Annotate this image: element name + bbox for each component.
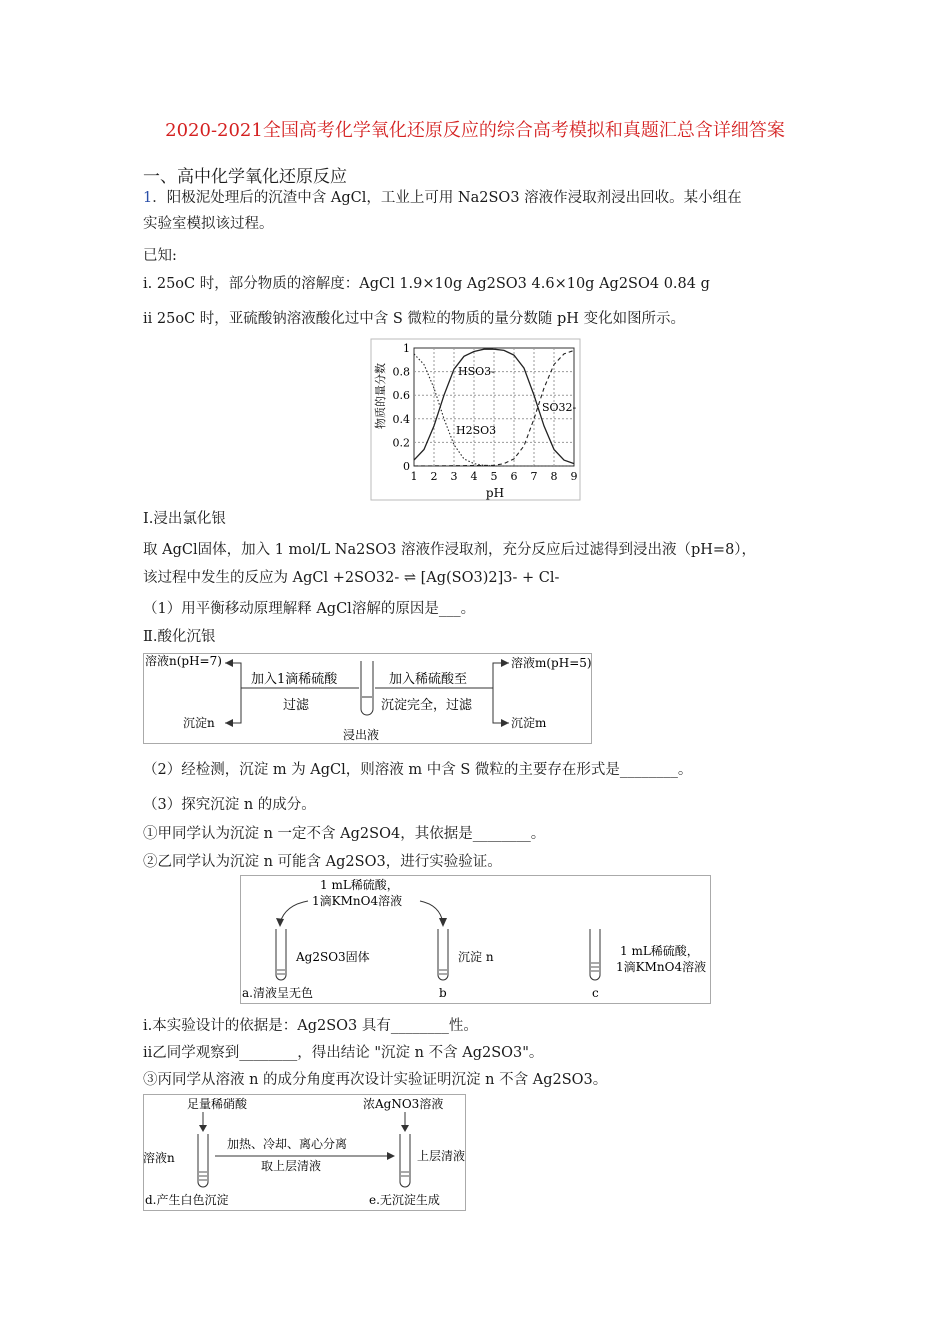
question-2: （2）经检测，沉淀 m 为 AgCl，则溶液 m 中含 S 微粒的主要存在形式是________。 (143, 762, 693, 778)
x-tick-label: 9 (570, 470, 578, 483)
arrowhead-a (276, 918, 284, 927)
tube-d-liquid (199, 1172, 207, 1180)
known-label: 已知: (143, 248, 177, 264)
part2-title: Ⅱ.酸化沉银 (143, 629, 216, 645)
tube-d (198, 1134, 208, 1187)
label-h2so3: H2SO3 (456, 424, 497, 437)
tube-c-label-2: 1滴KMnO4溶液 (616, 960, 707, 974)
document-title: 2020-2021全国高考化学氧化还原反应的综合高考模拟和真题汇总含详细答案 (165, 120, 785, 141)
arrow-to-b (420, 901, 443, 923)
tube-a (276, 929, 286, 980)
step1-top: 加入1滴稀硫酸 (251, 672, 338, 687)
tube-c (590, 929, 600, 980)
step1-bottom: 过滤 (283, 698, 310, 713)
known-i: i. 25oC 时，部分物质的溶解度：AgCl 1.9×10g Ag2SO3 4.6×10g Ag2SO4 0.84 g (143, 276, 710, 292)
part1-text: 取 AgCl固体，加入 1 mol/L Na2SO3 溶液作浸取剂，充分反应后过滤得到浸出液（pH=8）， (143, 542, 757, 558)
tube-c-label-1: 1 mL稀硫酸， (620, 944, 699, 958)
tube-d-caption: d.产生白色沉淀 (145, 1193, 229, 1207)
solution-n-label: 溶液n(pH=7) (145, 654, 222, 668)
part1-equation: 该过程中发生的反应为 AgCl +2SO32- ⇌ [Ag(SO3)2]3- + Cl- (143, 570, 560, 586)
flow1-arrow-down-left (225, 688, 241, 723)
flow1-arrowheads-right (501, 659, 509, 727)
question-3-2: ②乙同学认为沉淀 n 可能含 Ag2SO3，进行实验验证。 (143, 854, 502, 870)
reagent-e: 浓AgNO3溶液 (363, 1097, 444, 1111)
tube-b (438, 929, 448, 980)
label-so32: SO32- (542, 401, 577, 414)
part1-title: Ⅰ.浸出氯化银 (143, 511, 226, 527)
known-ii: ii 25oC 时，亚硫酸钠溶液酸化过中含 S 微粒的物质的量分数随 pH 变化如图所示。 (143, 311, 686, 327)
question-1: （1）用平衡移动原理解释 AgCl溶解的原因是___。 (143, 601, 476, 617)
reagent-line-2: 1滴KMnO4溶液 (312, 894, 403, 908)
x-tick-label: 4 (470, 470, 478, 483)
x-tick-label: 5 (490, 470, 498, 483)
chart-svg (370, 338, 582, 502)
y-tick-label: 0.4 (392, 412, 410, 426)
x-tick-label: 8 (550, 470, 558, 483)
speciation-chart (370, 338, 582, 502)
arrowhead-d (199, 1125, 207, 1132)
label-hso3: HSO3- (458, 365, 495, 378)
tube-a-label: Ag2SO3固体 (296, 950, 370, 964)
intro-line-1: 1．阳极泥处理后的沉渣中含 AgCl，工业上可用 Na2SO3 溶液作浸取剂浸出回收。某小组在 (143, 190, 742, 206)
y-tick-label: 0.8 (392, 365, 410, 379)
question-number: 1 (143, 190, 153, 206)
y-tick-label: 1 (403, 342, 410, 355)
arrowhead-b (439, 918, 447, 927)
y-tick-label: 0.2 (392, 436, 410, 450)
question-3-ii: ii乙同学观察到________，得出结论 "沉淀 n 不含 Ag2SO3"。 (143, 1045, 544, 1061)
precipitate-m-label: 沉淀m (511, 716, 547, 730)
tube-e-liquid (401, 1172, 409, 1176)
x-tick-label: 2 (430, 470, 438, 483)
upper-liquid: 上层清液 (417, 1149, 466, 1163)
fig3-arrowhead (387, 1152, 395, 1160)
step-top: 加热、冷却、离心分离 (227, 1137, 348, 1151)
section-heading: 一、高中化学氧化还原反应 (143, 167, 347, 187)
arrowhead-e (401, 1125, 409, 1132)
x-tick-label: 1 (410, 470, 418, 483)
question-3: （3）探究沉淀 n 的成分。 (143, 797, 316, 813)
question-3-i: i.本实验设计的依据是：Ag2SO3 具有________性。 (143, 1018, 478, 1034)
leach-tube (361, 661, 373, 715)
precipitate-n-label: 沉淀n (183, 716, 215, 730)
flow1-arrow-down-right (493, 688, 509, 723)
flow1-arrowheads-left (225, 659, 233, 727)
intro-line-2: 实验室模拟该过程。 (143, 216, 274, 232)
arrow-to-a (280, 901, 308, 923)
x-tick-label: 7 (530, 470, 538, 483)
tube-c-liquid (591, 963, 599, 971)
y-tick-label: 0 (403, 460, 410, 473)
tube-e (400, 1134, 410, 1187)
solution-m-label: 溶液m(pH=5) (511, 656, 592, 670)
tube-b-solid (439, 970, 447, 974)
question-3-3: ③丙同学从溶液 n 的成分角度再次设计实验证明沉淀 n 不含 Ag2SO3。 (143, 1072, 608, 1088)
nitric-acid-experiment (143, 1094, 467, 1212)
reagent-d: 足量稀硝酸 (187, 1097, 248, 1111)
x-tick-label: 6 (510, 470, 518, 483)
tube-b-caption: b (439, 986, 447, 1000)
step2-bottom: 沉淀完全，过滤 (381, 698, 473, 713)
reagent-line-1: 1 mL稀硫酸， (320, 878, 399, 892)
test-tube-experiment (240, 875, 712, 1005)
step-bottom: 取上层清液 (261, 1159, 322, 1173)
y-tick-label: 0.6 (392, 389, 410, 403)
tube-a-caption: a.清液呈无色 (242, 986, 313, 1000)
y-axis-label: 物质的量分数 (374, 363, 387, 429)
tube-c-caption: c (592, 986, 599, 1000)
step2-top: 加入稀硫酸至 (389, 672, 468, 687)
tube-b-label: 沉淀 n (458, 950, 494, 964)
tube-e-caption: e.无沉淀生成 (369, 1193, 440, 1207)
question-3-1: ①甲同学认为沉淀 n 一定不含 Ag2SO4，其依据是________。 (143, 826, 546, 842)
x-axis-label: pH (485, 486, 505, 500)
x-tick-label: 3 (450, 470, 458, 483)
acidify-flow-diagram (143, 653, 593, 745)
fig2-frame (241, 876, 711, 1004)
leach-label: 浸出液 (343, 728, 380, 742)
tube-a-solid (277, 970, 285, 974)
solution-n-d: 溶液n (143, 1151, 175, 1165)
